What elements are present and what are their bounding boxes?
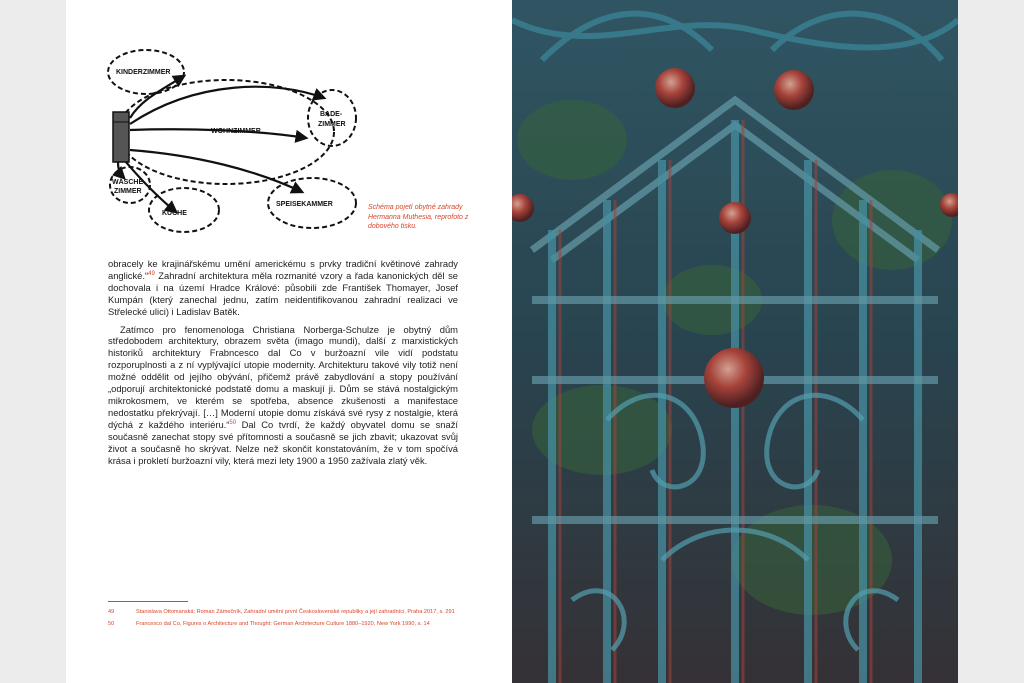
label-kuche: KÜCHE — [162, 210, 187, 217]
paragraph-1 — [108, 258, 458, 318]
label-wohnzimmer: WOHNZIMMER — [211, 128, 261, 135]
right-page-photo — [512, 0, 958, 683]
footnote-number: 50 — [108, 621, 115, 627]
arrow-to-wasche — [118, 162, 124, 178]
p1-text-b: Zahradní architektura měla rozmanité vzory a řada kanonických děl se dochovala i na území Hradce Králové: působili zde František Thomayer, Josef Kumpán (který zanechal jednu, zatím neidentifikovanou zahradní realizaci ve Střelecké ulici) i Ladislav Batěk. — [108, 269, 458, 317]
footnote-text: Francesco dal Co, Figures o Architecture and Thought: German Architecture Culture 1880–1920, New York 1990, s. 14 — [136, 621, 430, 627]
footnotes — [108, 606, 498, 630]
p2-text-a: Zatímco pro fenomenologa Christiana Norberga-Schulze je obytný dům středobodem architektury, obrazem světa (imago mundi), další z marxistických historiků architektury Frabncesco dal Co v buržoazní vile vidí podstatu rozporuplnosti a z ní vyplývající utopie modernity. Architekturu takové vily totiž není možné oddělit od jejího obývání, přičemž právě zabydlování a stopy používání „odporují architektonické podstatě domu a maskují ji. Dům se stává nostalgickým mikrokosmem, ve kterém se spotřeba, absence zkušenosti a manifestace nedostatku překrývají. […] Moderní utopie domu získává své rysy z nostalgie, která dýchá z každého interiéru.“ — [108, 323, 458, 430]
label-wasche-2: ZIMMER — [114, 188, 142, 195]
body-text — [108, 258, 458, 472]
footnote-49 — [108, 606, 498, 618]
label-badezimmer-1: BADE- — [320, 111, 343, 118]
paragraph-2 — [108, 324, 458, 467]
arrow-to-kinderzimmer — [130, 76, 184, 118]
muthesius-garden-diagram — [106, 40, 361, 240]
p1-text-a: obracely ke krajinářskému umění americkému s prvky tradiční květinové zahrady anglické.“ — [108, 258, 458, 281]
footnote-number: 49 — [108, 609, 115, 615]
figure-caption: Schéma pojetí obytné zahrady Hermanna Muthesia, reprofoto z dobového tisku. — [368, 204, 469, 231]
footnote-ref-49[interactable]: 49 — [148, 270, 155, 277]
footnote-50 — [108, 618, 498, 630]
hall-block — [113, 112, 129, 162]
footnote-rule — [108, 601, 188, 602]
footnote-ref-50[interactable]: 50 — [229, 419, 237, 426]
wrought-iron-gate-photo — [512, 0, 958, 683]
book-spread — [66, 0, 958, 683]
label-badezimmer-2: ZIMMER — [318, 121, 346, 128]
footnote-text: Stanislava Ottomanská; Roman Zámečník, Zahradní umění první Československé republiky a její zahradníci, Praha 2017, s. 291 — [136, 609, 455, 615]
p2-text-b: Dal Co tvrdí, že každý obyvatel domu se snaží současně zanechat stopy své přítomnosti a současně se jich zbavit; ukazovat svůj život a současně ho skrývat. Nelze než skončit konstatováním, že v tom spočívá krása i prokletí buržoazní vily, která mezi lety 1900 a 1950 zažívala zlatý věk. — [108, 418, 459, 466]
label-speisekammer: SPEISEKAMMER — [276, 201, 333, 208]
badezimmer-outline — [308, 90, 356, 146]
left-page — [66, 0, 512, 683]
label-kinderzimmer: KINDERZIMMER — [116, 69, 171, 76]
label-wasche-1: WÄSCHE- — [112, 179, 146, 186]
